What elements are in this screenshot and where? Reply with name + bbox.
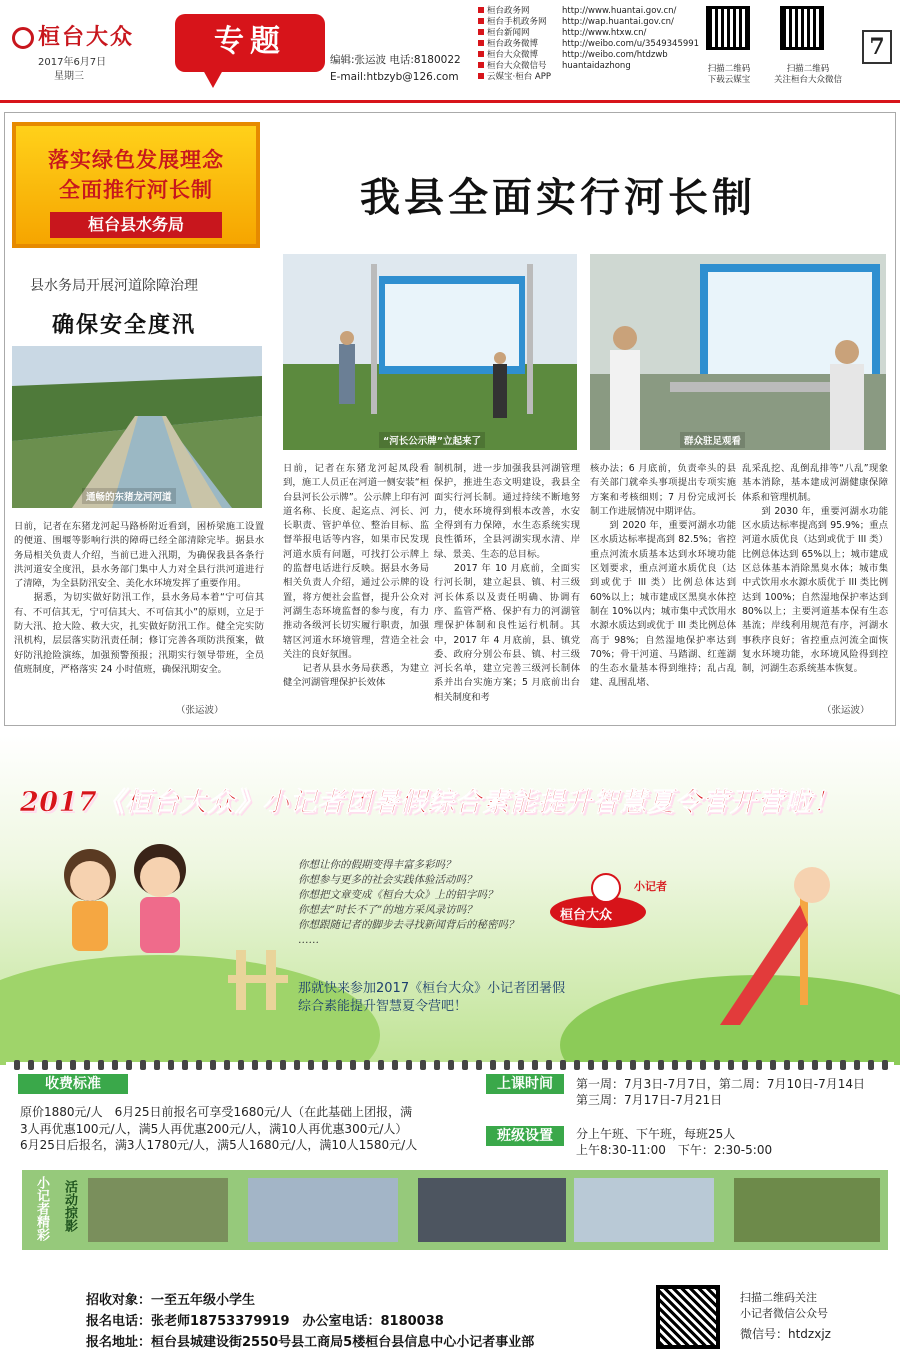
editor-info	[330, 52, 461, 86]
binding-ring	[350, 1060, 356, 1070]
binding-ring	[686, 1060, 692, 1070]
bullet-icon	[478, 73, 484, 79]
contact-line: 报名地址：桓台县城建设街2550号县工商局5楼桓台县信息中心小记者事业部	[86, 1335, 535, 1350]
binding-ring	[210, 1060, 216, 1070]
link-url[interactable]: http://www.huantai.gov.cn/	[562, 6, 677, 16]
binding-ring	[420, 1060, 426, 1070]
binding-ring	[154, 1060, 160, 1070]
section-tag: 专题	[175, 14, 325, 72]
logo-text: 桓台大众	[38, 24, 135, 50]
qr-wechat[interactable]	[780, 6, 824, 50]
question-item: 你想让你的假期变得丰富多彩吗？	[298, 859, 456, 871]
column-5-text: 乱采乱挖、乱倒乱排等“八乱”现象基本消除，基本建成河湖健康保障体系和管理机制。 到 2030 年，重要河湖水功能区水质达标率提高到 95.9%；重点河道水质优良（达到或优于 III 类）比例总体达到 65%以上；城市建成区总体基本消除黑臭水体；城市集中式饮用水水源水质优于 III 类比例达到 100%；自然湿地保护率达到 80%以上；主要河道基本保有生态基流；岸线利用规范有序，河湖水事秩序良好；省控重点河流全面恢复水环境功能，水环境风险得到控制，河湖生态系统基本恢复。	[742, 463, 888, 675]
header-rule	[0, 100, 900, 103]
qr-note-line: 小记者微信公众号	[740, 1307, 828, 1320]
qr-download-app[interactable]	[706, 6, 750, 50]
contact-line: 报名电话：张老师18753379919 办公室电话：8180038	[86, 1314, 444, 1329]
binding-ring	[266, 1060, 272, 1070]
binding-ring	[434, 1060, 440, 1070]
weekday-text: 星期三	[54, 71, 84, 82]
class-label: 班级设置	[486, 1126, 564, 1146]
gallery-photo	[418, 1178, 566, 1242]
binding-ring	[574, 1060, 580, 1070]
link-name: 桓台政务网	[487, 6, 530, 16]
contact-info	[86, 1290, 534, 1353]
fee-line: 3人再优惠100元/人，满5人再优惠200元/人，满10人再优惠300元/人）	[20, 1121, 408, 1136]
bullet-icon	[478, 40, 484, 46]
invite-line: 综合素能提升智慧夏令营吧！	[298, 999, 468, 1014]
photo-caption: “河长公示牌”立起来了	[379, 432, 485, 448]
reporter-stamp-logo	[548, 872, 678, 932]
contact-line: 招收对象：一至五年级小学生	[86, 1293, 256, 1308]
qr-code-icon	[706, 6, 750, 50]
qr-note	[740, 1290, 831, 1342]
link-row[interactable]	[478, 6, 699, 17]
gallery-photo	[734, 1178, 880, 1242]
binding-ring	[588, 1060, 594, 1070]
binding-ring	[462, 1060, 468, 1070]
qr-caption-line: 扫描二维码	[786, 64, 830, 74]
logo-ring-icon	[12, 27, 34, 49]
link-url[interactable]: http://wap.huantai.gov.cn/	[562, 17, 674, 27]
link-url[interactable]: http://weibo.com/htdzwb	[562, 50, 668, 60]
river-photo	[12, 346, 262, 508]
binding-ring	[812, 1060, 818, 1070]
question-item: ……	[298, 934, 319, 946]
slogan-box	[12, 122, 260, 248]
link-name: 云媒宝·桓台 APP	[487, 72, 551, 82]
right-byline: （张运波）	[822, 705, 870, 716]
left-byline: （张运波）	[176, 705, 224, 716]
binding-ring	[826, 1060, 832, 1070]
binding-ring	[882, 1060, 888, 1070]
link-row[interactable]	[478, 61, 699, 72]
qr-caption-app	[696, 64, 762, 86]
sub-title: 确保安全度汛	[52, 312, 197, 338]
binding-ring	[518, 1060, 524, 1070]
binding-ring	[364, 1060, 370, 1070]
invite-line: 那就快来参加2017《桓台大众》小记者团暑假	[298, 981, 566, 996]
link-url[interactable]: http://weibo.com/u/3549345991	[562, 39, 700, 49]
binding-ring	[378, 1060, 384, 1070]
binding-ring	[182, 1060, 188, 1070]
qr-caption-wechat	[768, 64, 848, 86]
stamp-big-text: 桓台大众	[560, 908, 613, 923]
binding-ring	[854, 1060, 860, 1070]
link-name: 桓台大众微博	[487, 50, 539, 60]
bullet-icon	[478, 18, 484, 24]
binding-ring	[616, 1060, 622, 1070]
binding-ring	[56, 1060, 62, 1070]
binding-ring	[658, 1060, 664, 1070]
slogan-org: 桓台县水务局	[50, 212, 222, 238]
gallery-photo	[574, 1178, 714, 1242]
binding-ring	[168, 1060, 174, 1070]
class-line: 上午8:30-11:00 下午：2:30-5:00	[576, 1143, 773, 1157]
class-line: 分上午班、下午班，每班25人	[576, 1127, 736, 1141]
gallery-label-2: 活动掠影	[62, 1180, 77, 1232]
question-list	[298, 858, 519, 948]
slogan-line-1: 落实绿色发展理念	[48, 147, 224, 172]
question-item: 你想把文章变成《桓台大众》上的铅字吗？	[298, 889, 498, 901]
binding-ring	[490, 1060, 496, 1070]
binding-ring	[14, 1060, 20, 1070]
invite-text	[298, 980, 565, 1016]
gallery-photo	[248, 1178, 398, 1242]
editor-line: 编辑:张运波 电话:8180022	[330, 54, 461, 66]
binding-ring	[504, 1060, 510, 1070]
headline: 我县全面实行河长制	[360, 174, 756, 221]
binding-ring	[322, 1060, 328, 1070]
link-list	[478, 6, 699, 83]
crowd-photo-art	[590, 254, 886, 450]
binding-ring	[784, 1060, 790, 1070]
issue-date	[38, 56, 106, 84]
column-2-text: 日前，记者在东猪龙河起凤段看到，施工人员正在河道一侧安装“桓台县河长公示牌”。公示牌上印有河道名称、长度、起迄点、河长、河长职责、管护单位、整治目标、监督举报电话等内容，如果市民发现河道水质有问题，可找打公示牌上的监督电话进行反映。据县水务局相关负责人介绍，通过公示牌的设置，将方便社会监督，提升公众对河湖生态环境监督的参与度，有力推动各级河长切实履行职责，加强辖区河道水环境管理，营造全社会关注的良好氛围。 记者从县水务局获悉，为建立健全河湖管理保护长效体	[283, 463, 429, 689]
binding-ring	[770, 1060, 776, 1070]
schedule	[576, 1076, 865, 1108]
wechat-id: 微信号：htdzxjz	[740, 1327, 831, 1341]
binding-ring	[294, 1060, 300, 1070]
link-url[interactable]: huantaidazhong	[562, 61, 631, 71]
reporter-qr-icon[interactable]	[656, 1285, 720, 1349]
photo-caption: 通畅的东猪龙河河道	[82, 488, 176, 504]
crowd-photo	[590, 254, 886, 450]
slogan-line-2: 全面推行河长制	[59, 177, 213, 202]
link-row[interactable]	[478, 39, 699, 50]
binding-ring	[476, 1060, 482, 1070]
binding-ring	[560, 1060, 566, 1070]
binding-ring	[98, 1060, 104, 1070]
binding-ring	[672, 1060, 678, 1070]
binding-ring	[756, 1060, 762, 1070]
binding-ring	[224, 1060, 230, 1070]
photo-caption: 群众驻足观看	[680, 432, 745, 448]
link-name: 桓台大众微信号	[487, 61, 547, 71]
link-name: 桓台新闻网	[487, 28, 530, 38]
qr-caption-line: 关注桓台大众微信	[773, 75, 842, 85]
link-row[interactable]	[478, 50, 699, 61]
binding-ring	[602, 1060, 608, 1070]
binding-ring	[714, 1060, 720, 1070]
binding-ring	[868, 1060, 874, 1070]
fee-details	[20, 1104, 417, 1154]
qr-caption-line: 下载云媒宝	[707, 75, 751, 85]
binding-ring	[84, 1060, 90, 1070]
fee-label: 收费标准	[18, 1074, 128, 1094]
qr-caption-line: 扫描二维码	[707, 64, 751, 74]
bullet-icon	[478, 51, 484, 57]
binding-ring	[252, 1060, 258, 1070]
question-item: 你想参与更多的社会实践体验活动吗？	[298, 874, 477, 886]
link-row[interactable]	[478, 72, 699, 83]
bullet-icon	[478, 62, 484, 68]
spiral-binding-art	[6, 1058, 894, 1072]
binding-ring	[644, 1060, 650, 1070]
gallery-photo	[88, 1178, 228, 1242]
bullet-icon	[478, 7, 484, 13]
qr-code-icon	[780, 6, 824, 50]
link-row[interactable]	[478, 28, 699, 39]
binding-ring	[112, 1060, 118, 1070]
page-number: 7	[862, 30, 892, 64]
binding-ring	[728, 1060, 734, 1070]
link-name: 桓台手机政务网	[487, 17, 547, 27]
class-settings	[576, 1126, 772, 1158]
binding-ring	[196, 1060, 202, 1070]
binding-ring	[630, 1060, 636, 1070]
river-photo-art	[12, 346, 262, 508]
binding-ring	[28, 1060, 34, 1070]
editor-email[interactable]: E-mail:htbzyb@126.com	[330, 71, 459, 83]
binding-ring	[742, 1060, 748, 1070]
date-text: 2017年6月7日	[38, 57, 107, 68]
binding-ring	[140, 1060, 146, 1070]
binding-ring	[280, 1060, 286, 1070]
question-item: 你想跟随记者的脚步去寻找新闻背后的秘密吗？	[298, 919, 519, 931]
column-4-text: 核办法；6 月底前，负责牵头的县有关部门就牵头事项提出专项实施方案和考核细则；7 月份完成河长制工作进展情况中期评估。 到 2020 年，重要河湖水功能区水质达标率提高到 82.5%；省控重点河流水质基本达到水环境功能区划要求，重点河道水质优良（达到或优于 III 类）比例总体达到 60%以上；城市建成区黑臭水体控制在 10%以内；城市集中式饮用水水源水质达到或优于 III 类比例总体高于 98%；自然湿地保护率达到 70%；骨干河道、马踏湖、红莲湖的生态水量基本得到维持；乱占乱建、乱围乱堵、	[590, 463, 736, 689]
binding-ring	[406, 1060, 412, 1070]
activity-gallery	[22, 1170, 888, 1250]
fee-line: 原价1880元/人 6月25日前报名可享受1680元/人（在此基础上团报，满	[20, 1105, 413, 1119]
binding-ring	[126, 1060, 132, 1070]
binding-ring	[70, 1060, 76, 1070]
time-label: 上课时间	[486, 1074, 564, 1094]
sub-kicker: 县水务局开展河道除障治理	[30, 278, 198, 294]
binding-ring	[238, 1060, 244, 1070]
binding-ring	[700, 1060, 706, 1070]
link-name: 桓台政务微博	[487, 39, 539, 49]
fee-line: 6月25日后报名，满3人1780元/人，满5人1680元/人，满10人1580元/人	[20, 1138, 418, 1152]
gallery-label-1: 小记者精彩	[34, 1176, 49, 1241]
link-row[interactable]	[478, 17, 699, 28]
qr-note-line: 扫描二维码关注	[740, 1291, 817, 1304]
binding-ring	[840, 1060, 846, 1070]
schedule-line: 第三周：7月17日-7月21日	[576, 1093, 723, 1107]
stamp-small-text: 小记者	[634, 880, 667, 893]
banner-title: 2017《桓台大众》小记者团暑假综合素能提升智慧夏令营开营啦！	[20, 787, 840, 818]
signboard-photo-art	[283, 254, 577, 450]
binding-ring	[336, 1060, 342, 1070]
left-column-text: 日前，记者在东猪龙河起马路桥附近看到，困桥梁施工设置的便道、围堰等影响行洪的障碍已经全部清除完毕。据县水务局相关负责人介绍，当前已进入汛期，为确保我县各条行洪河道安全度汛，县水务部门集中人力对全县行洪河道进行了清障，为全县防汛安全、美化水环境发挥了重要作用。 据悉，为切实做好防汛工作，县水务局本着“宁可信其有、不可信其无，宁可信其大、不可信其小”的原则，立足于防大汛、抢大险、救大灾，扎实做好防汛工作。健全完实防汛机构，层层落实防汛责任制；修订完善各项防洪预案，做好防汛抢险演练，加强预警预报；汛期实行领导带班，全员值班制度，严格落实 24 小时值班，确保汛期安全。	[14, 521, 264, 675]
binding-ring	[532, 1060, 538, 1070]
column-3-text: 制机制，进一步加强我县河湖管理保护，推进生态文明建设，我县全面实行河长制。通过持续不断地努力，使水环境得到根本改善，水安全得到有力保障，水生态系统实现良性循环，全县河湖实现水清、岸绿、景美、生态的总目标。 2017 年 10 月底前，全面实行河长制，建立起县、镇、村三级河长体系以及责任明确、协调有序、监管严格、保护有力的河湖管理保护体制和良性运行机制。其中，2017 年 4 月底前，县、镇党委、政府分别公布县、镇、村三级河长名单，建立完善三级河长制体系并出台实施方案；5 月底前出台相关制度和考	[434, 463, 580, 703]
signboard-photo	[283, 254, 577, 450]
binding-ring	[798, 1060, 804, 1070]
binding-ring	[546, 1060, 552, 1070]
bullet-icon	[478, 29, 484, 35]
link-url[interactable]: http://www.htxw.cn/	[562, 28, 647, 38]
binding-ring	[308, 1060, 314, 1070]
binding-ring	[448, 1060, 454, 1070]
binding-ring	[392, 1060, 398, 1070]
schedule-line: 第一周：7月3日-7月7日，第二周：7月10日-7月14日	[576, 1077, 866, 1091]
masthead-logo	[12, 20, 134, 51]
question-item: 你想去“时长不了”的地方采风录访吗？	[298, 904, 477, 916]
binding-ring	[42, 1060, 48, 1070]
